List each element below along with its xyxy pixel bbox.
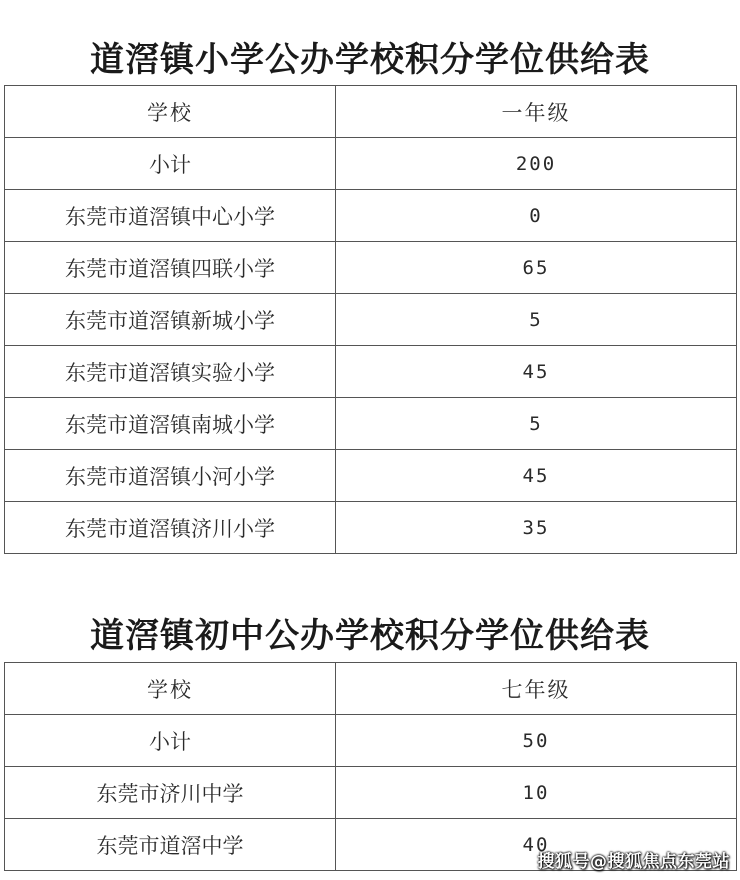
table-row xyxy=(5,450,737,502)
value-cell: 50 xyxy=(336,715,737,767)
middle-table-title: 道滘镇初中公办学校积分学位供给表 xyxy=(90,616,650,656)
value-cell: 40 xyxy=(336,819,737,871)
value-cell: 0 xyxy=(336,190,737,242)
school-cell: 东莞市道滘镇济川小学 xyxy=(5,502,336,554)
value-cell: 45 xyxy=(336,346,737,398)
value-cell: 10 xyxy=(336,767,737,819)
header-grade: 七年级 xyxy=(336,663,737,715)
school-cell: 东莞市道滘镇实验小学 xyxy=(5,346,336,398)
primary-supply-table xyxy=(4,85,737,554)
table-row-subtotal xyxy=(5,138,737,190)
header-school: 学校 xyxy=(5,663,336,715)
header-school: 学校 xyxy=(5,86,336,138)
table-row xyxy=(5,346,737,398)
table-row xyxy=(5,767,737,819)
school-cell: 东莞市济川中学 xyxy=(5,767,336,819)
school-cell: 东莞市道滘镇南城小学 xyxy=(5,398,336,450)
value-cell: 5 xyxy=(336,294,737,346)
value-cell: 200 xyxy=(336,138,737,190)
primary-table-title: 道滘镇小学公办学校积分学位供给表 xyxy=(90,40,650,80)
table-header-row xyxy=(5,663,737,715)
school-cell: 东莞市道滘镇小河小学 xyxy=(5,450,336,502)
value-cell: 65 xyxy=(336,242,737,294)
school-cell: 小计 xyxy=(5,138,336,190)
table-row-subtotal xyxy=(5,715,737,767)
watermark: 搜狐号@搜狐焦点东莞站 xyxy=(537,852,730,872)
header-grade: 一年级 xyxy=(336,86,737,138)
value-cell: 5 xyxy=(336,398,737,450)
table-row xyxy=(5,502,737,554)
school-cell: 东莞市道滘镇新城小学 xyxy=(5,294,336,346)
value-cell: 35 xyxy=(336,502,737,554)
table-row xyxy=(5,242,737,294)
table-header-row xyxy=(5,86,737,138)
table-row xyxy=(5,190,737,242)
school-cell: 小计 xyxy=(5,715,336,767)
school-cell: 东莞市道滘镇中心小学 xyxy=(5,190,336,242)
table-row xyxy=(5,294,737,346)
school-cell: 东莞市道滘镇四联小学 xyxy=(5,242,336,294)
table-row xyxy=(5,398,737,450)
value-cell: 45 xyxy=(336,450,737,502)
school-cell: 东莞市道滘中学 xyxy=(5,819,336,871)
middle-supply-table xyxy=(4,662,737,871)
